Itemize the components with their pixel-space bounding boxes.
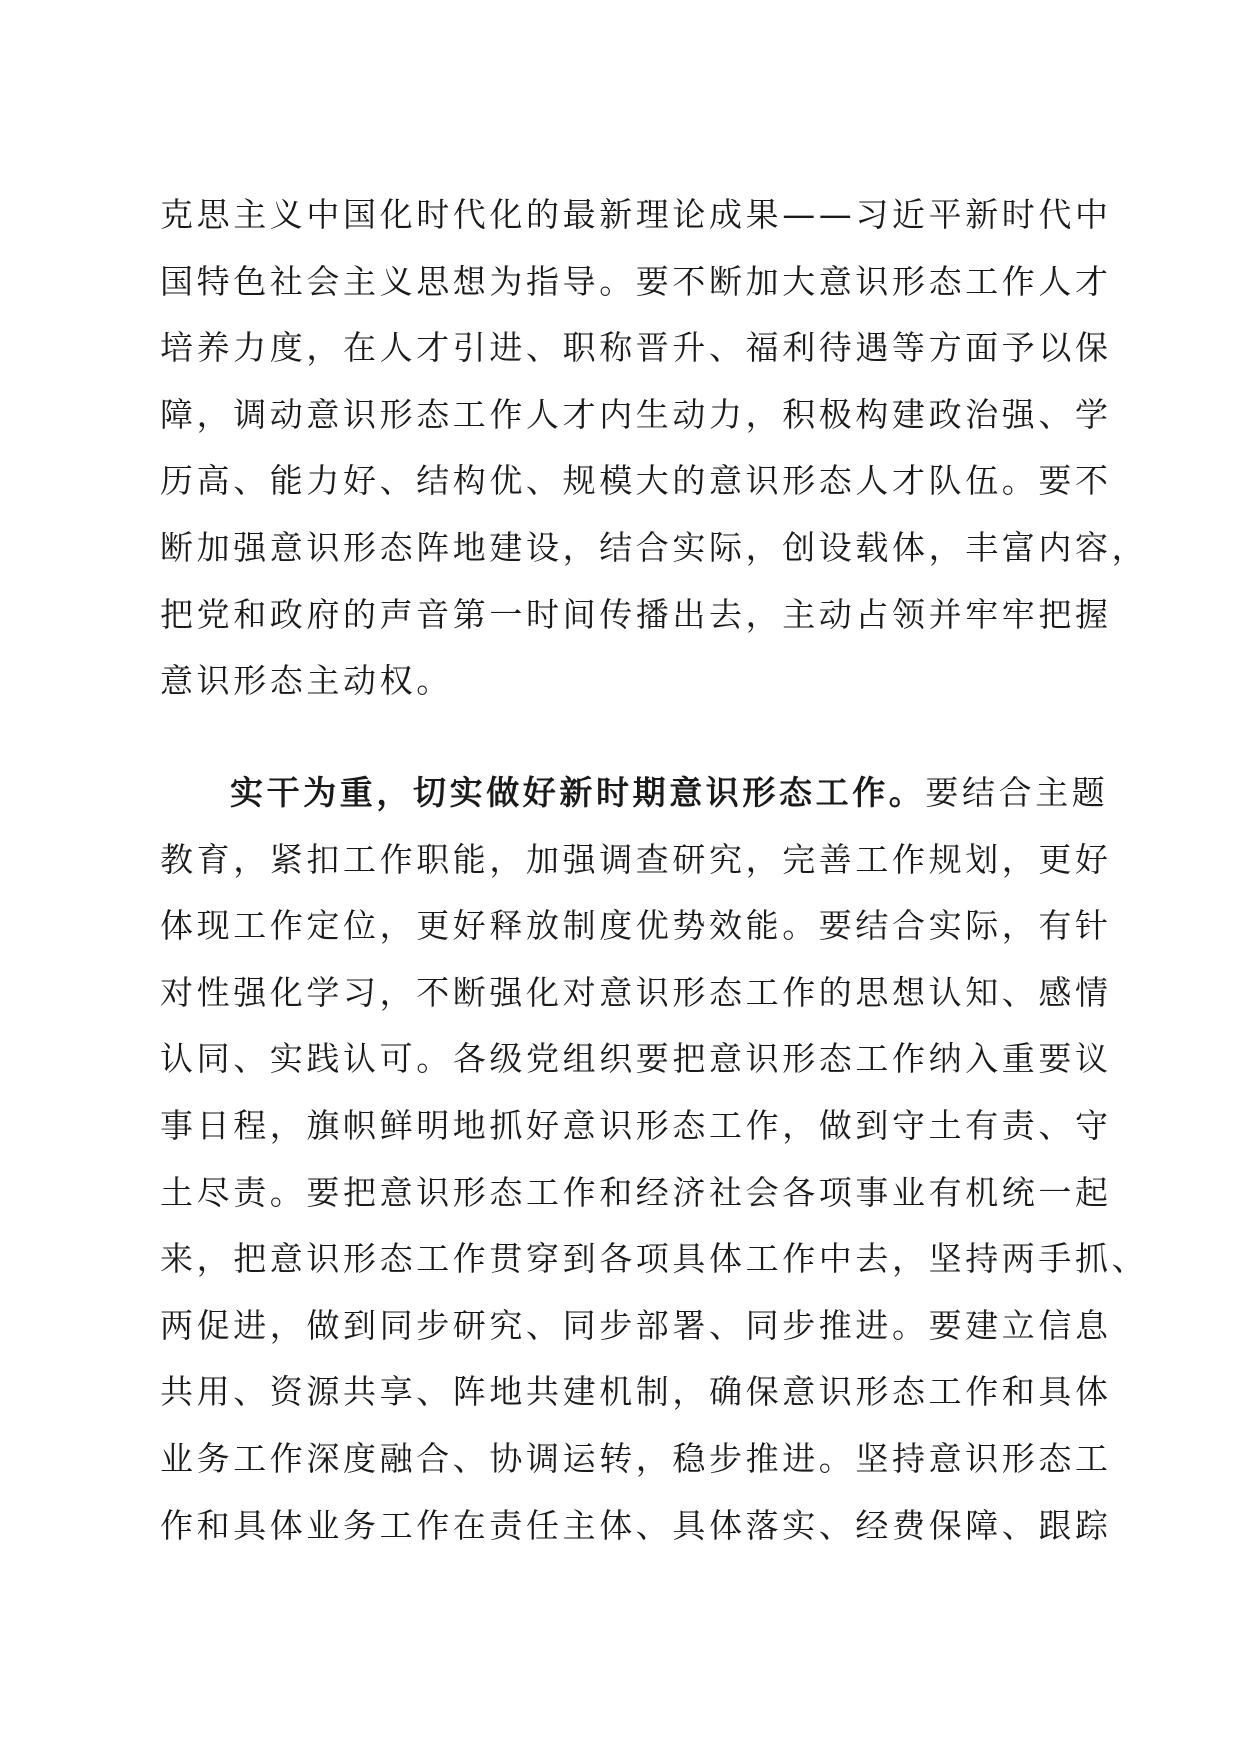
paragraph-1-line: 历高、能力好、结构优、规模大的意识形态人才队伍。要不: [160, 461, 1112, 501]
paragraph-1-line: 培养力度，在人才引进、职称晋升、福利待遇等方面予以保: [160, 328, 1112, 368]
paragraph-2-line: 共用、资源共享、阵地共建机制，确保意识形态工作和具体: [160, 1372, 1112, 1412]
paragraph-2-line: 两促进，做到同步研究、同步部署、同步推进。要建立信息: [160, 1305, 1112, 1345]
paragraph-2-line: 来，把意识形态工作贯穿到各项具体工作中去，坚持两手抓、: [160, 1239, 1149, 1279]
paragraph-1-line: 把党和政府的声音第一时间传播出去，主动占领并牢牢把握: [160, 594, 1112, 634]
paragraph-2: [160, 760, 1149, 1559]
paragraph-1-line: 障，调动意识形态工作人才内生动力，积极构建政治强、学: [160, 394, 1112, 434]
paragraph-1-line: 克思主义中国化时代化的最新理论成果——习近平新时代中: [160, 195, 1112, 234]
paragraph-2-line: 作和具体业务工作在责任主体、具体落实、经费保障、跟踪: [160, 1505, 1112, 1545]
paragraph-1-line: 断加强意识形态阵地建设，结合实际，创设载体，丰富内容，: [160, 527, 1149, 567]
paragraph-2-line: 土尽责。要把意识形态工作和经济社会各项事业有机统一起: [160, 1172, 1112, 1212]
paragraph-1-line: 意识形态主动权。: [160, 661, 453, 701]
paragraph-1: [160, 182, 1149, 715]
paragraph-1-line: 国特色社会主义思想为指导。要不断加大意识形态工作人才: [160, 261, 1112, 301]
paragraph-2-line: 对性强化学习，不断强化对意识形态工作的思想认知、感情: [160, 972, 1112, 1012]
paragraph-2-first-line: [160, 760, 1109, 827]
paragraph-2-line: 认同、实践认可。各级党组织要把意识形态工作纳入重要议: [160, 1039, 1112, 1079]
paragraph-2-heading: 实干为重，切实做好新时期意识形态工作。: [230, 773, 926, 812]
paragraph-2-first-line-rest: 要结合主题: [925, 773, 1109, 812]
paragraph-2-line: 事日程，旗帜鲜明地抓好意识形态工作，做到守土有责、守: [160, 1105, 1112, 1145]
paragraph-2-line: 教育，紧扣工作职能，加强调查研究，完善工作规划，更好: [160, 839, 1112, 879]
paragraph-2-line: 业务工作深度融合、协调运转，稳步推进。坚持意识形态工: [160, 1438, 1112, 1478]
paragraph-2-line: 体现工作定位，更好释放制度优势效能。要结合实际，有针: [160, 906, 1112, 946]
